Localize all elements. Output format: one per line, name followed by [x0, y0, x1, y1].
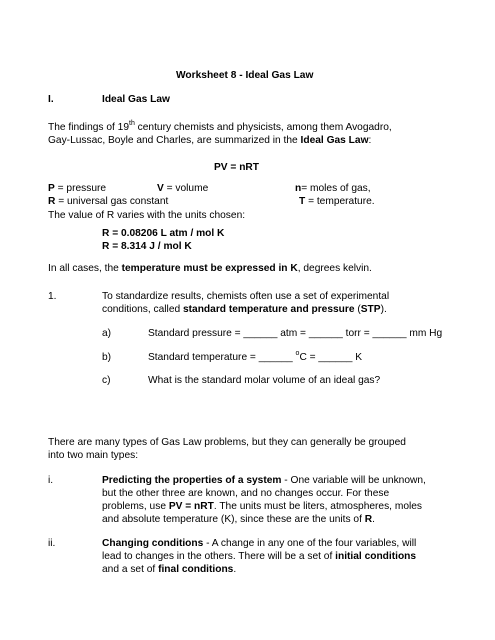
item-ii-line-2: lead to changes in the others. There will be a set of initial conditions [102, 551, 417, 562]
var-gas-constant: R = universal gas constant [48, 196, 169, 207]
item-i-line-4: and absolute temperature (K), since these are the units of R. [102, 514, 375, 525]
var-volume: V = volume [157, 183, 209, 194]
question-1-line-1: To standardize results, chemists often use a set of experimental [102, 291, 390, 302]
item-i-line-2: but the other three are known, and no changes occur. For these [102, 488, 390, 499]
r-value-1: R = 0.08206 L atm / mol K [102, 228, 225, 239]
item-i-number: i. [48, 475, 54, 486]
question-1-line-2: conditions, called standard temperature and pressure (STP). [102, 304, 387, 315]
question-1a-label: a) [102, 328, 112, 339]
problem-types-line-2: into two main types: [48, 450, 139, 461]
intro-line-2: Gay-Lussac, Boyle and Charles, are summarized in the Ideal Gas Law: [48, 135, 372, 146]
item-i-line-1: Predicting the properties of a system - One variable will be unknown, [102, 475, 426, 486]
section-heading: Ideal Gas Law [102, 94, 170, 105]
question-1c-label: c) [102, 375, 111, 386]
item-ii-line-1: Changing conditions - A change in any one of the four variables, will [102, 538, 417, 549]
var-temperature: T = temperature. [299, 196, 375, 207]
question-1-number: 1. [48, 291, 57, 302]
question-1b-text: Standard temperature = ______ $^o$C = ______ K [148, 349, 363, 363]
intro-line-1: The findings of 19th century chemists and physicists, among them Avogadro, [48, 119, 392, 133]
temperature-note: In all cases, the temperature must be expressed in K, degrees kelvin. [48, 263, 372, 274]
r-value-2: R = 8.314 J / mol K [102, 241, 192, 252]
item-ii-number: ii. [48, 538, 56, 549]
problem-types-line-1: There are many types of Gas Law problems, but they can generally be grouped [48, 437, 406, 448]
section-number: I. [48, 94, 54, 105]
question-1a-text: Standard pressure = ______ atm = ______ torr = ______ mm Hg [148, 328, 443, 339]
question-1c-text: What is the standard molar volume of an ideal gas? [148, 375, 381, 386]
r-intro: The value of R varies with the units chosen: [48, 210, 246, 221]
page-title: Worksheet 8 - Ideal Gas Law [176, 70, 314, 81]
var-moles: n= moles of gas, [295, 183, 371, 194]
item-ii-line-3: and a set of final conditions. [102, 564, 237, 575]
equation: PV = nRT [214, 162, 260, 173]
item-i-line-3: problems, use PV = nRT. The units must be liters, atmospheres, moles [102, 501, 423, 512]
var-pressure: P = pressure [48, 183, 107, 194]
question-1b-label: b) [102, 352, 112, 363]
